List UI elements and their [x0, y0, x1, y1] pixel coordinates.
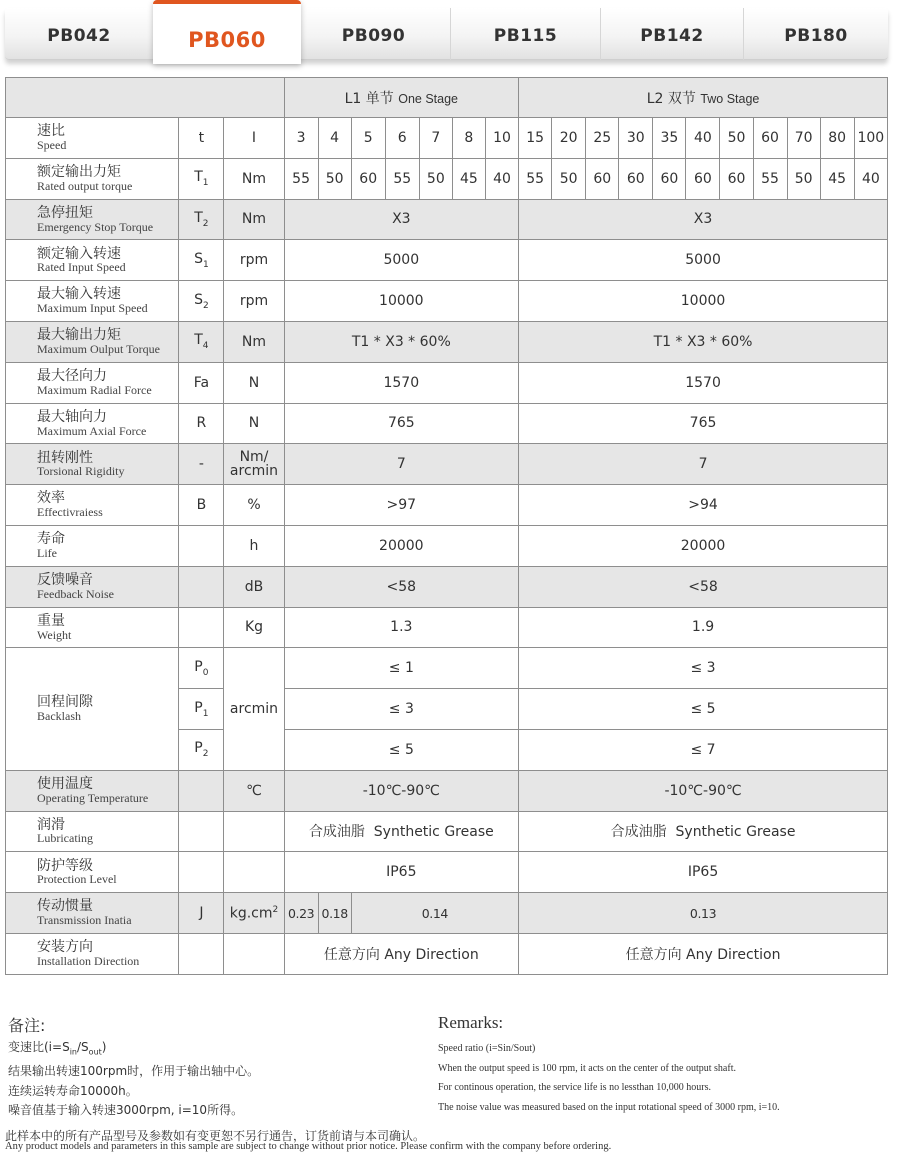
unit-line-2: arcmin	[229, 463, 279, 480]
symbol-subscript: 1	[202, 178, 209, 189]
param-name-zh: 润滑	[37, 816, 65, 833]
installation-direction-row	[6, 933, 888, 974]
param-unit	[224, 893, 284, 934]
torque-cell: 60	[619, 158, 653, 199]
param-name-en: Effectivraiess	[37, 505, 103, 520]
param-symbol: J	[179, 893, 224, 934]
param-name-zh: 传动惯量	[37, 898, 93, 915]
param-unit	[224, 444, 284, 485]
param-name	[6, 648, 179, 770]
stage-two-header	[519, 78, 888, 118]
tab-pb142[interactable]: PB142	[600, 8, 743, 60]
torque-cell: 50	[318, 158, 351, 199]
param-symbol: Fa	[179, 362, 224, 403]
torque-cell: 50	[419, 158, 452, 199]
symbol-letter: P	[194, 699, 203, 716]
stage-one-value: -10℃-90℃	[284, 770, 519, 811]
stage-one-value: ≤ 3	[284, 689, 519, 730]
ratio-cell: 10	[485, 118, 518, 159]
ratio-cell: 8	[452, 118, 485, 159]
remark-zh-line	[8, 1038, 259, 1062]
stage-two-value: 20000	[519, 525, 888, 566]
ratio-cell: 50	[720, 118, 753, 159]
param-name-zh: 额定输出力矩	[37, 164, 121, 181]
symbol-letter: T	[194, 169, 203, 186]
param-name-zh: 反馈噪音	[37, 572, 93, 589]
param-name	[6, 893, 179, 934]
stage-two-value: 1570	[519, 362, 888, 403]
symbol-subscript: 1	[202, 708, 209, 719]
remarks-en	[438, 1039, 780, 1117]
param-symbol	[179, 158, 224, 199]
param-symbol	[179, 607, 224, 648]
param-name-en: Rated output torque	[37, 178, 133, 193]
param-symbol	[179, 811, 224, 852]
backlash-row	[6, 648, 888, 689]
param-name-zh: 重量	[37, 612, 65, 629]
stage-two-value: IP65	[519, 852, 888, 893]
stage-two-value: 765	[519, 403, 888, 444]
param-symbol	[179, 770, 224, 811]
param-name-zh: 寿命	[37, 531, 65, 548]
symbol-letter: P	[194, 658, 203, 675]
ratio-cell: 100	[854, 118, 887, 159]
param-symbol: -	[179, 444, 224, 485]
param-name-en: Rated Input Speed	[37, 260, 126, 275]
param-symbol	[179, 321, 224, 362]
param-name-en: Lubricating	[37, 831, 93, 846]
torque-cell: 50	[787, 158, 820, 199]
param-name-en: Installation Direction	[37, 953, 140, 968]
param-unit: Nm	[224, 158, 284, 199]
stage-header-row	[6, 78, 888, 118]
unit-exponent: 2	[272, 904, 279, 915]
param-name-zh: 使用温度	[37, 776, 93, 792]
symbol-letter: T	[194, 210, 203, 227]
max-axial-force-row	[6, 403, 888, 444]
stage-two-zh: L2 双节	[646, 90, 696, 107]
param-unit: Nm	[224, 199, 284, 240]
transmission-inertia-row	[6, 893, 888, 934]
param-unit: N	[224, 403, 284, 444]
param-name	[6, 444, 179, 485]
ratio-text: /S	[77, 1040, 89, 1054]
param-name-en: Torsional Rigidity	[37, 464, 125, 479]
unit-base: kg.cm	[229, 905, 273, 922]
symbol-subscript: 2	[202, 749, 209, 760]
ratio-subscript: in	[69, 1047, 77, 1057]
param-name-en: Maximum Input Speed	[37, 301, 148, 316]
stage-two-value: 5000	[519, 240, 888, 281]
param-name	[6, 118, 179, 159]
product-tab-bar	[5, 8, 888, 60]
param-name-zh: 急停扭矩	[37, 204, 93, 221]
rated-torque-row	[6, 158, 888, 199]
value-en: Synthetic Grease	[675, 824, 796, 841]
stage-two-value: 7	[519, 444, 888, 485]
param-name	[6, 566, 179, 607]
param-name-zh: 回程间隙	[37, 694, 93, 711]
ratio-cell: 35	[653, 118, 686, 159]
stage-one-value: 5000	[284, 240, 519, 281]
param-name-en: Backlash	[37, 709, 81, 724]
torque-cell: 60	[686, 158, 720, 199]
stage-two-en: Two Stage	[700, 91, 760, 106]
stage-one-value: >97	[284, 485, 519, 526]
ratio-cell: 70	[787, 118, 820, 159]
remark-en-line: The noise value was measured based on the input rotational speed of 3000 rpm, i=10.	[438, 1101, 780, 1113]
torque-cell: 60	[586, 158, 619, 199]
stage-two-value: >94	[519, 485, 888, 526]
tab-pb180[interactable]: PB180	[743, 8, 888, 60]
stage-one-value: 10000	[284, 281, 519, 322]
param-unit: I	[224, 118, 284, 159]
symbol-letter: T	[194, 332, 203, 349]
param-name	[6, 525, 179, 566]
stage-two-value: ≤ 3	[519, 648, 888, 689]
param-name-en: Weight	[37, 627, 72, 642]
stage-two-value: 0.13	[519, 893, 888, 934]
stage-one-value: 1.3	[284, 607, 519, 648]
remarks-title-en: Remarks:	[438, 1013, 504, 1032]
param-name-zh: 安装方向	[37, 939, 93, 956]
param-unit: N	[224, 362, 284, 403]
param-name-en: Maximum Radial Force	[37, 382, 152, 397]
param-symbol	[179, 648, 224, 689]
symbol-subscript: 0	[202, 667, 209, 678]
remark-en-line: For continous operation, the service life is no lessthan 10,000 hours.	[438, 1082, 712, 1094]
unit-line-1: Nm/	[239, 448, 269, 465]
stage-one-value: 20000	[284, 525, 519, 566]
param-name-zh: 扭转刚性	[37, 449, 93, 466]
ratio-cell: 7	[419, 118, 452, 159]
param-name-en: Maximum Axial Force	[37, 423, 147, 438]
param-symbol: R	[179, 403, 224, 444]
tab-pb060[interactable]: PB060	[153, 0, 301, 64]
param-unit: arcmin	[224, 648, 284, 770]
param-symbol	[179, 525, 224, 566]
emergency-stop-torque-row	[6, 199, 888, 240]
lubricating-row	[6, 811, 888, 852]
remark-en-line: When the output speed is 100 rpm, it acts on the center of the output shaft.	[438, 1062, 736, 1074]
remark-zh-line: 结果输出转速100rpm时，作用于输出轴中心。	[8, 1063, 260, 1078]
param-name-zh: 防护等级	[37, 857, 93, 874]
param-name-zh: 效率	[37, 490, 65, 507]
param-unit: dB	[224, 566, 284, 607]
stage-two-value: -10℃-90℃	[519, 770, 888, 811]
symbol-subscript: 4	[202, 341, 209, 352]
max-output-torque-row	[6, 321, 888, 362]
remark-en-line: Speed ratio (i=Sin/Sout)	[438, 1043, 536, 1054]
torque-cell: 45	[820, 158, 854, 199]
torque-cell: 60	[720, 158, 753, 199]
ratio-cell: 5	[351, 118, 385, 159]
ratio-cell: 3	[284, 118, 318, 159]
stage-one-value: ≤ 5	[284, 729, 519, 770]
ratio-cell: 15	[519, 118, 552, 159]
param-symbol: B	[179, 485, 224, 526]
stage-two-value	[519, 933, 888, 974]
param-unit: Nm	[224, 321, 284, 362]
ratio-cell: 60	[753, 118, 787, 159]
value-en: Any Direction	[384, 946, 479, 963]
max-radial-force-row	[6, 362, 888, 403]
speed-ratio-row	[6, 118, 888, 159]
ratio-text: )	[101, 1040, 107, 1054]
stage-one-value: 0.14	[351, 893, 518, 934]
tab-pb042[interactable]: PB042	[47, 26, 111, 46]
param-symbol	[179, 689, 224, 730]
param-name	[6, 199, 179, 240]
param-unit: h	[224, 525, 284, 566]
stage-two-value: ≤ 5	[519, 689, 888, 730]
remarks-zh	[8, 1038, 259, 1121]
param-name	[6, 403, 179, 444]
param-name-en: Emergency Stop Torque	[37, 219, 154, 234]
stage-one-value: <58	[284, 566, 519, 607]
param-symbol	[179, 281, 224, 322]
efficiency-row	[6, 485, 888, 526]
header-blank	[6, 78, 285, 118]
param-name	[6, 811, 179, 852]
param-unit	[224, 933, 284, 974]
torque-cell: 40	[854, 158, 887, 199]
param-name-zh: 最大轴向力	[37, 408, 107, 425]
param-name-en: Feedback Noise	[37, 586, 114, 601]
remark-zh-line: 噪音值基于输入转速3000rpm, i=10所得。	[8, 1103, 244, 1118]
symbol-subscript: 2	[202, 218, 209, 229]
param-name	[6, 362, 179, 403]
torque-cell: 55	[753, 158, 787, 199]
disclaimer-en: Any product models and parameters in this sample are subject to change without prior notice. Please confirm with the company before ordering.	[5, 1141, 612, 1152]
param-name	[6, 158, 179, 199]
max-input-speed-row	[6, 281, 888, 322]
ratio-cell: 6	[385, 118, 419, 159]
param-name	[6, 607, 179, 648]
param-name-en: Transmission Inatia	[37, 913, 132, 928]
symbol-letter: P	[194, 740, 203, 757]
ratio-cell: 4	[318, 118, 351, 159]
param-name	[6, 240, 179, 281]
symbol-subscript: 1	[202, 259, 209, 270]
symbol-subscript: 2	[202, 300, 209, 311]
feedback-noise-row	[6, 566, 888, 607]
param-name	[6, 281, 179, 322]
param-symbol	[179, 852, 224, 893]
value-en: Any Direction	[686, 946, 781, 963]
param-name-zh: 最大输出力矩	[37, 327, 121, 344]
stage-one-value: 7	[284, 444, 519, 485]
param-symbol	[179, 729, 224, 770]
value-zh: 合成油脂	[610, 824, 667, 841]
remark-zh-line: 连续运转寿命10000h。	[8, 1083, 138, 1098]
stage-two-value: 1.9	[519, 607, 888, 648]
stage-one-value: 0.23	[284, 893, 318, 934]
stage-one-value: X3	[284, 199, 519, 240]
ratio-cell: 80	[820, 118, 854, 159]
stage-one-value: T1 * X3 * 60%	[284, 321, 519, 362]
tab-pb115[interactable]: PB115	[450, 8, 600, 60]
param-name	[6, 321, 179, 362]
torque-cell: 60	[351, 158, 385, 199]
param-name	[6, 852, 179, 893]
param-symbol	[179, 933, 224, 974]
param-name	[6, 933, 179, 974]
param-name-en: Operating Temperature	[37, 790, 149, 805]
stage-one-value: ≤ 1	[284, 648, 519, 689]
param-name	[6, 770, 179, 811]
param-symbol	[179, 199, 224, 240]
stage-two-value: T1 * X3 * 60%	[519, 321, 888, 362]
param-unit: rpm	[224, 240, 284, 281]
param-unit	[224, 852, 284, 893]
stage-one-value: 765	[284, 403, 519, 444]
param-unit: rpm	[224, 281, 284, 322]
torsional-rigidity-row	[6, 444, 888, 485]
stage-two-value: 10000	[519, 281, 888, 322]
ratio-subscript: out	[88, 1047, 102, 1057]
ratio-cell: 20	[552, 118, 586, 159]
torque-cell: 55	[385, 158, 419, 199]
life-row	[6, 525, 888, 566]
stage-two-value	[519, 811, 888, 852]
stage-one-value: 0.18	[318, 893, 351, 934]
param-name-en: Life	[37, 545, 57, 560]
param-name-zh: 最大输入转速	[37, 286, 121, 303]
stage-two-value: X3	[519, 199, 888, 240]
torque-cell: 40	[485, 158, 518, 199]
symbol-letter: S	[194, 291, 203, 308]
rated-input-speed-row	[6, 240, 888, 281]
param-symbol: t	[179, 118, 224, 159]
protection-level-row	[6, 852, 888, 893]
ratio-cell: 30	[619, 118, 653, 159]
param-unit: ℃	[224, 770, 284, 811]
operating-temperature-row	[6, 770, 888, 811]
torque-cell: 50	[552, 158, 586, 199]
param-unit: Kg	[224, 607, 284, 648]
stage-two-value: ≤ 7	[519, 729, 888, 770]
param-unit: %	[224, 485, 284, 526]
torque-cell: 55	[284, 158, 318, 199]
stage-one-value: IP65	[284, 852, 519, 893]
value-zh: 合成油脂	[308, 824, 365, 841]
value-zh: 任意方向	[323, 946, 380, 963]
disclaimer-zh: 此样本中的所有产品型号及参数如有变更恕不另行通告，订货前请与本司确认。	[5, 1129, 426, 1143]
param-name-en: Maximum Oulput Torque	[37, 341, 160, 356]
remarks-title-zh: 备注:	[8, 1016, 46, 1035]
param-name-zh: 速比	[37, 123, 65, 140]
param-name-zh: 最大径向力	[37, 368, 107, 385]
stage-two-value: <58	[519, 566, 888, 607]
stage-one-en: One Stage	[398, 91, 458, 106]
value-en: Synthetic Grease	[373, 824, 494, 841]
stage-one-header	[284, 78, 519, 118]
torque-cell: 60	[653, 158, 686, 199]
param-name	[6, 485, 179, 526]
spec-table	[5, 77, 888, 975]
torque-cell: 45	[452, 158, 485, 199]
symbol-letter: S	[194, 250, 203, 267]
stage-one-zh: L1 单节	[344, 90, 394, 107]
torque-cell: 55	[519, 158, 552, 199]
stage-one-value: 1570	[284, 362, 519, 403]
param-symbol	[179, 566, 224, 607]
tab-pb090[interactable]: PB090	[341, 26, 406, 46]
value-zh: 任意方向	[625, 946, 682, 963]
param-name-zh: 额定输入转速	[37, 245, 121, 262]
stage-one-value	[284, 933, 519, 974]
param-unit	[224, 811, 284, 852]
param-symbol	[179, 240, 224, 281]
ratio-cell: 40	[686, 118, 720, 159]
ratio-cell: 25	[586, 118, 619, 159]
stage-one-value	[284, 811, 519, 852]
weight-row	[6, 607, 888, 648]
param-name-en: Protection Level	[37, 872, 117, 887]
ratio-text: 变速比(i=S	[8, 1040, 70, 1054]
param-name-en: Speed	[37, 137, 67, 152]
